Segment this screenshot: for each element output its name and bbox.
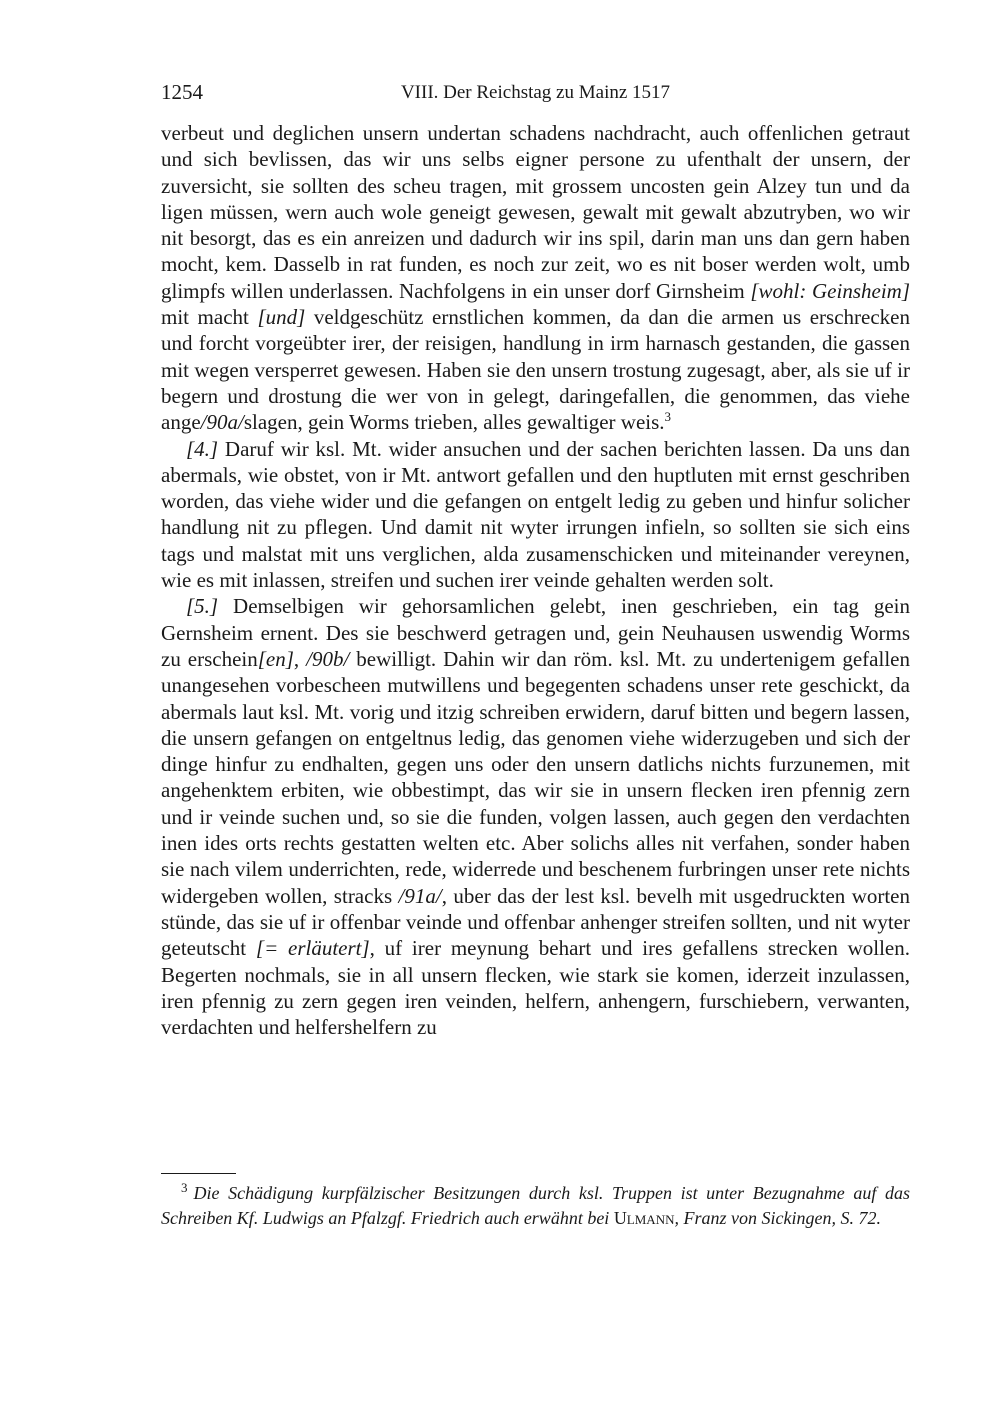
text-run: bewilligt. Dahin wir dan röm. ksl. Mt. zu undertenigem gefallen unangesehen vorbescheen mutwillens und begegenten schadens unser rete geschickt, da abermals laut ksl. Mt. vorig und itzig schreiben erwidern, daruf bitten und begern lassen, die unsern gefangen on entgeltnus ledig, das genomen viehe widerzugeben und sich der dinge hinfur zu endhalten, gegen uns oder den unsern datlichs nichts furzunemen, mit angehenktem erbiten, wie obbestimpt, das wir sie in unsern flecken iren pfennig zern und ir veinde suchen und, so sie die funden, volgen lassen, auch gegen den verdachten inen ides orts rechts gestatten welten etc. Aber solichs alles nit verfahen, sonder haben sie nach vilem underrichten, rede, widerrede und beschenem furbringen unser rete nichts widergeben wollen, stracks: [161, 646, 910, 908]
footnote-divider: [161, 1173, 236, 1174]
folio-marker: /90b/: [306, 646, 350, 671]
text-run: Daruf wir ksl. Mt. wider ansuchen und der sachen berichten lassen. Da uns dan abermals, wie obstet, von ir Mt. antwort gefallen und den huptluten mit ernst geschriben worden, das viehe wider und die gefangen on entgelt ledig zu geben und hinfur solicher handlung nit zu pflegen. Und damit nit wyter irrungen infieln, so sollten sie sich eins tags und malstat mit uns verglichen, alda zusamenschicken und miteinander vereynen, wie es mit inlassen, streifen und suchen irer veinde gehalten werden solt.: [161, 436, 910, 593]
running-head: VIII. Der Reichstag zu Mainz 1517: [400, 82, 671, 103]
footnote-number: 3: [181, 1180, 188, 1195]
editorial-note: [en]: [257, 646, 294, 671]
text-run: slagen, gein Worms trieben, alles gewaltiger weis.: [243, 410, 665, 435]
text-run: verbeut und deglichen unsern undertan schadens nachdracht, auch offenlichen getraut und sich bevlissen, das wir uns selbs eigner persone zu ufenthalt der unsern, der zuversicht, sie sollten des scheu tragen, mit grossem uncosten gein Alzey tun und da ligen müssen, wern auch wole geneigt gewesen, gewalt mit gewalt abzutryben, wo wir nit besorgt, das es ein anreizen und dadurch wir ins spil, darin man uns dan gern haben mocht, kem. Dasselb in rat funden, es noch zur zeit, wo es nit boser werden wolt, umb glimpfs willen underlassen. Nachfolgens in ein unser dorf Girnsheim: [161, 121, 910, 303]
section-number: [4.]: [186, 436, 219, 461]
author-name: Ulmann: [613, 1207, 675, 1228]
folio-marker: /90a/: [200, 410, 244, 435]
section-number: [5.]: [186, 594, 219, 619]
page-header: [161, 80, 910, 108]
text-run: veldgeschütz ernstlichen kommen, da dan die armen us erschrecken und forcht vorgeübter irer, der reisigen, handlung in irm harnasch gestanden, die gassen mit wegen versperret gewesen. Haben sie den unsern trostung zugesagt, aber, als sie uf ir begern und drostung die wer von in gelegt, daringefallen, die genommen, das viehe ange: [161, 305, 910, 435]
editorial-note: [= erläutert]: [255, 936, 370, 961]
editorial-note: [wohl: Geinsheim]: [750, 278, 910, 303]
footnotes: [161, 1181, 910, 1230]
footnote-text: , Franz von Sickingen, S. 72.: [674, 1207, 881, 1228]
text-run: ,: [293, 646, 307, 671]
footnote-3: [161, 1181, 910, 1230]
text-run: Demselbigen wir gehorsamlichen gelebt, inen geschrieben, ein tag gein Gernsheim ernent. Des sie beschwerd getragen und, gein Neuhausen uswendig Worms zu erschein: [161, 594, 910, 671]
paragraph-2: [161, 436, 910, 594]
paragraph-1: [161, 120, 910, 436]
text-run: mit macht: [161, 305, 258, 330]
text-run: , uf irer meynung behart und ires gefallens strecken wollen. Begerten nochmals, sie in all unsern flecken, wie stark sie komen, iderzeit inzulassen, iren pfennig zu zern gegen iren veinden, helfern, anhengern, furschiebern, verwanten, verdachten und helfershelfern zu: [161, 936, 910, 1040]
page-number: 1254: [161, 80, 203, 104]
footnote-reference[interactable]: 3: [664, 409, 672, 425]
main-text: [161, 120, 910, 1040]
footnote-text: Die Schädigung kurpfälzischer Besitzungen durch ksl. Truppen ist unter Bezugnahme auf das Schreiben Kf. Ludwigs an Pfalzgf. Friedrich auch erwähnt bei: [161, 1183, 910, 1228]
paragraph-3: [161, 593, 910, 1040]
folio-marker: /91a/: [398, 883, 442, 908]
editorial-note: [und]: [257, 305, 306, 330]
text-run: , uber das der lest ksl. bevelh mit usgedruckten worten stünde, das sie uf ir offenbar veinde und offenbar anhenger streifen sollten, und nit wyter geteutscht: [161, 883, 911, 961]
